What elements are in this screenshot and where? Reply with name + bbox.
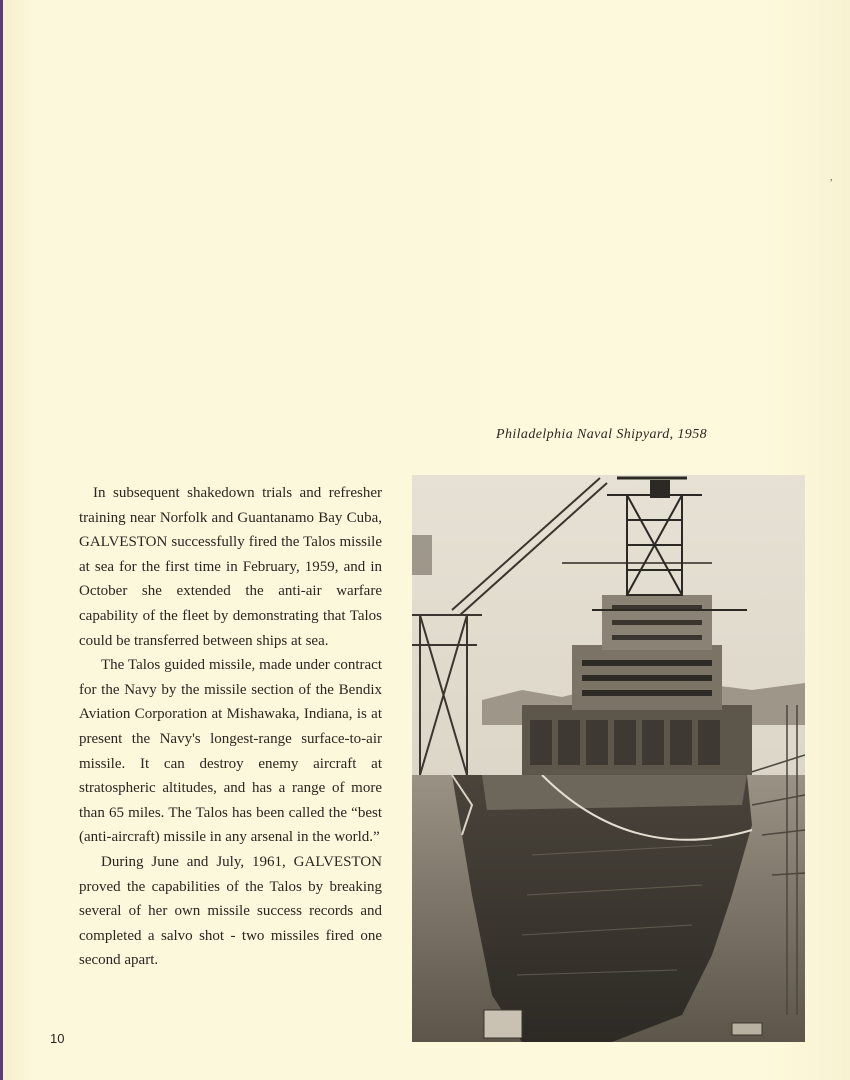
article-body	[79, 481, 382, 973]
page-number: 10	[50, 1031, 65, 1046]
page-edge	[0, 0, 3, 1080]
photo-caption: Philadelphia Naval Shipyard, 1958	[496, 427, 707, 442]
warship-drydock-image	[412, 475, 805, 1042]
paragraph-1: In subsequent shakedown trials and refresher training near Norfolk and Guantanamo Bay Cuba, GALVESTON successfully fired the Talos missile at sea for the first time in February, 1959, and in October she extended the anti-air warfare capability of the fleet by demonstrating that Talos could be transferred between ships at sea.	[79, 485, 382, 649]
print-speck: ,	[830, 172, 833, 183]
ship-photograph	[412, 475, 805, 1042]
paragraph-2: The Talos guided missile, made under contract for the Navy by the missile section of the Bendix Aviation Corporation at Mishawaka, Indiana, is at present the Navy's longest-range surface-to-air missile. It can destroy enemy aircraft at stratospheric altitudes, and has a range of more than 65 miles. The Talos has been called the “best (anti-aircraft) missile in any arsenal in the world.”	[79, 657, 382, 846]
paragraph-3: During June and July, 1961, GALVESTON proved the capabilities of the Talos by breaking several of her own missile success records and completed a salvo shot - two missiles fired one second apart.	[79, 853, 382, 969]
